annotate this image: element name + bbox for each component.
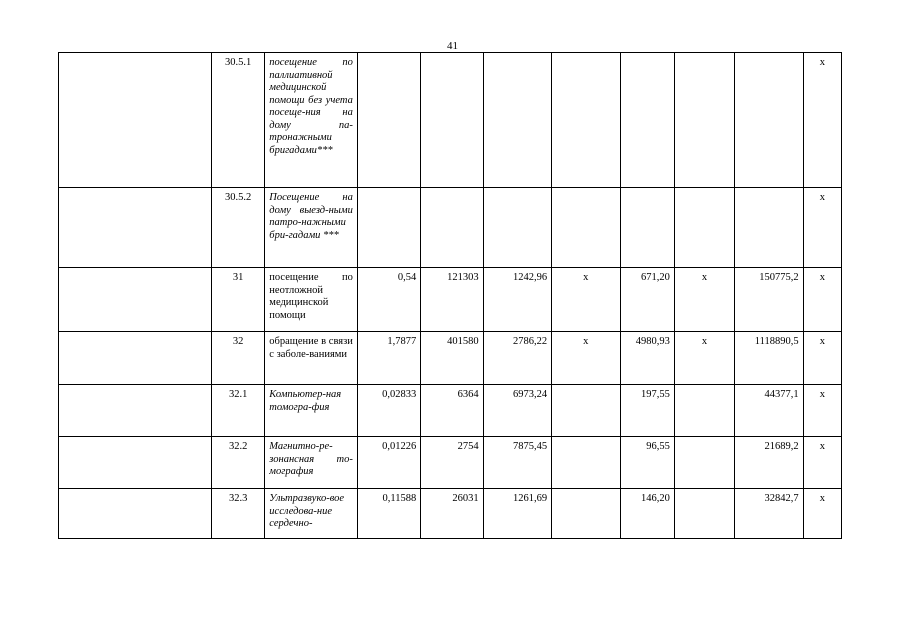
table-row (59, 332, 842, 385)
cell-c6 (674, 437, 734, 489)
cell-c4: х (552, 268, 620, 332)
cell-c8: х (803, 437, 841, 489)
cell-c6: х (674, 332, 734, 385)
cell-c4 (552, 53, 620, 188)
cell-c3: 7875,45 (483, 437, 551, 489)
cell-c7: 21689,2 (735, 437, 803, 489)
cell-c2: 121303 (421, 268, 483, 332)
cell-c3 (483, 53, 551, 188)
cell-c4 (552, 188, 620, 268)
table-row (59, 268, 842, 332)
table-row (59, 489, 842, 539)
cell-c3: 2786,22 (483, 332, 551, 385)
row-description: Ультразвуко-вое исследова-ние сердечно- (265, 489, 358, 539)
cell-c4 (552, 489, 620, 539)
cell-c5: 146,20 (620, 489, 674, 539)
cell-c7 (735, 188, 803, 268)
table-row (59, 53, 842, 188)
cell-c5: 4980,93 (620, 332, 674, 385)
cell-c2 (421, 53, 483, 188)
cell-c3: 1242,96 (483, 268, 551, 332)
cell-c2: 6364 (421, 385, 483, 437)
cell-c5: 197,55 (620, 385, 674, 437)
row-number: 32.1 (211, 385, 264, 437)
row-description: посещение по паллиативной медицинской помощи без учета посеще-ния на дому па-тронажными бригадами*** (265, 53, 358, 188)
blank-cell (59, 188, 212, 268)
cell-c1: 0,02833 (357, 385, 420, 437)
row-description: Магнитно-ре-зонансная то-мография (265, 437, 358, 489)
cell-c1 (357, 188, 420, 268)
row-number: 32.2 (211, 437, 264, 489)
cell-c8: х (803, 332, 841, 385)
row-number: 32.3 (211, 489, 264, 539)
blank-cell (59, 489, 212, 539)
cell-c4: х (552, 332, 620, 385)
blank-cell (59, 53, 212, 188)
cell-c7: 150775,2 (735, 268, 803, 332)
cell-c2: 26031 (421, 489, 483, 539)
cell-c2: 2754 (421, 437, 483, 489)
cell-c1: 0,01226 (357, 437, 420, 489)
cell-c8: х (803, 188, 841, 268)
cell-c7 (735, 53, 803, 188)
row-description: Компьютер-ная томогра-фия (265, 385, 358, 437)
cell-c6 (674, 385, 734, 437)
data-table (58, 52, 842, 539)
table-row (59, 385, 842, 437)
row-description: Посещение на дому выезд-ными патро-нажными бри-гадами *** (265, 188, 358, 268)
cell-c1: 0,11588 (357, 489, 420, 539)
cell-c6 (674, 53, 734, 188)
row-number: 32 (211, 332, 264, 385)
row-number: 30.5.2 (211, 188, 264, 268)
row-description: посещение по неотложной медицинской помощи (265, 268, 358, 332)
cell-c6: х (674, 268, 734, 332)
cell-c3 (483, 188, 551, 268)
cell-c7: 32842,7 (735, 489, 803, 539)
blank-cell (59, 385, 212, 437)
cell-c8: х (803, 385, 841, 437)
cell-c2: 401580 (421, 332, 483, 385)
cell-c1 (357, 53, 420, 188)
cell-c6 (674, 188, 734, 268)
cell-c8: х (803, 268, 841, 332)
cell-c4 (552, 437, 620, 489)
row-number: 30.5.1 (211, 53, 264, 188)
cell-c5: 96,55 (620, 437, 674, 489)
cell-c3: 1261,69 (483, 489, 551, 539)
table-row (59, 188, 842, 268)
cell-c1: 1,7877 (357, 332, 420, 385)
row-description: обращение в связи с заболе-ваниями (265, 332, 358, 385)
page-number: 41 (447, 40, 458, 52)
cell-c7: 44377,1 (735, 385, 803, 437)
blank-cell (59, 332, 212, 385)
cell-c3: 6973,24 (483, 385, 551, 437)
cell-c8: х (803, 53, 841, 188)
row-number: 31 (211, 268, 264, 332)
cell-c5: 671,20 (620, 268, 674, 332)
cell-c1: 0,54 (357, 268, 420, 332)
cell-c5 (620, 53, 674, 188)
cell-c5 (620, 188, 674, 268)
cell-c4 (552, 385, 620, 437)
cell-c2 (421, 188, 483, 268)
cell-c7: 1118890,5 (735, 332, 803, 385)
cell-c8: х (803, 489, 841, 539)
table-row (59, 437, 842, 489)
cell-c6 (674, 489, 734, 539)
blank-cell (59, 268, 212, 332)
blank-cell (59, 437, 212, 489)
